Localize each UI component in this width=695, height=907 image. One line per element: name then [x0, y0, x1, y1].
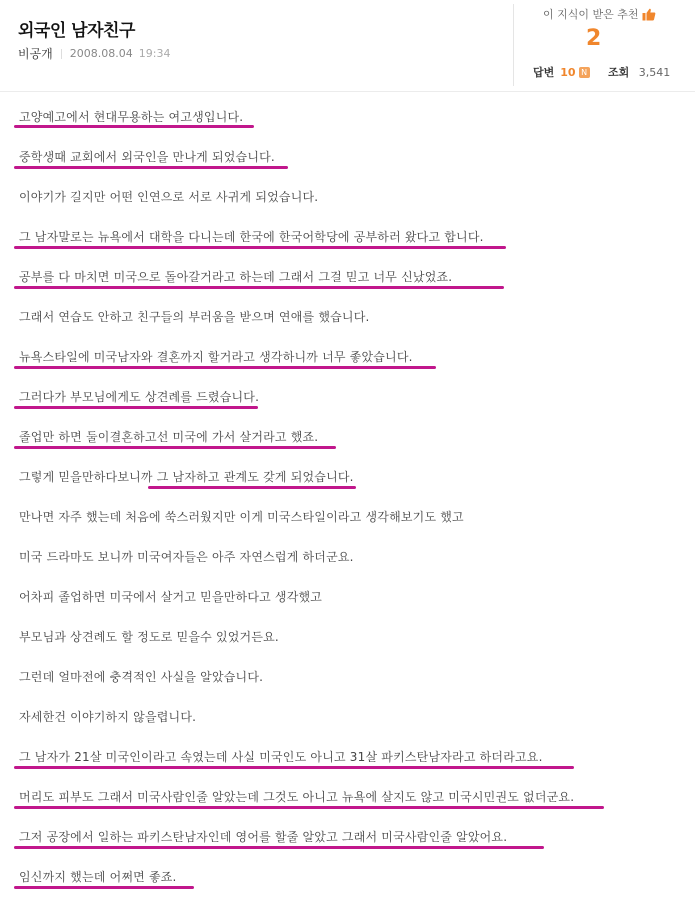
recommend-label: 이 지식이 받은 추천	[543, 8, 639, 21]
highlight-underline	[14, 446, 336, 449]
highlight-underline	[14, 166, 288, 169]
highlight-underline	[14, 766, 574, 769]
highlight-underline	[14, 125, 254, 128]
views-label: 조회	[608, 66, 630, 79]
highlight-underline	[14, 806, 604, 809]
body-paragraph: 뉴욕스타일에 미국남자와 결혼까지 할거라고 생각하니까 너무 좋았습니다.	[19, 350, 413, 364]
body-paragraph: 어차피 졸업하면 미국에서 살거고 믿을만하다고 생각했고	[19, 590, 323, 604]
post-date: 2008.08.04	[69, 47, 133, 60]
meta-divider	[61, 49, 62, 59]
thumbs-up-icon[interactable]	[642, 8, 656, 21]
body-paragraph: 그저 공장에서 일하는 파키스탄남자인데 영어를 할줄 알았고 그래서 미국사람인줄 알았어요.	[19, 830, 508, 844]
body-paragraph: 부모님과 상견례도 할 정도로 믿을수 있었거든요.	[19, 630, 279, 644]
recommend-label-row	[543, 6, 656, 22]
stats-divider	[513, 4, 514, 86]
body-paragraph: 이야기가 길지만 어떤 인연으로 서로 사귀게 되었습니다.	[19, 190, 319, 204]
body-paragraph: 공부를 다 마치면 미국으로 돌아갈거라고 하는데 그래서 그걸 믿고 너무 신났었죠.	[19, 270, 453, 284]
author-name: 비공개	[18, 47, 53, 61]
views-stat	[608, 64, 670, 80]
highlight-underline	[14, 246, 506, 249]
header-divider	[0, 91, 695, 92]
question-title: 외국인 남자친구	[18, 21, 135, 41]
body-paragraph: 중학생때 교회에서 외국인을 만나게 되었습니다.	[19, 150, 275, 164]
question-meta	[18, 45, 170, 62]
body-paragraph: 고양예고에서 현대무용하는 여고생입니다.	[19, 110, 244, 124]
views-count: 3,541	[638, 66, 671, 79]
highlight-underline	[14, 406, 258, 409]
body-paragraph: 그래서 연습도 안하고 친구들의 부러움을 받으며 연애를 했습니다.	[19, 310, 370, 324]
body-paragraph: 자세한건 이야기하지 않을렵니다.	[19, 710, 197, 724]
highlight-underline	[14, 886, 194, 889]
body-paragraph: 머리도 피부도 그래서 미국사람인줄 알았는데 그것도 아니고 뉴욕에 살지도 않고 미국시민권도 없더군요.	[19, 790, 575, 804]
answers-label: 답변	[533, 66, 555, 79]
body-paragraph: 만나면 자주 했는데 처음에 쑥스러웠지만 이게 미국스타일이라고 생각해보기도 했고	[19, 510, 464, 524]
body-paragraph: 그러다가 부모님에게도 상견례를 드렸습니다.	[19, 390, 260, 404]
highlight-underline	[14, 286, 504, 289]
highlight-underline	[14, 846, 544, 849]
body-paragraph: 그런데 얼마전에 충격적인 사실을 알았습니다.	[19, 670, 264, 684]
body-paragraph: 그렇게 믿을만하다보니까 그 남자하고 관계도 갖게 되었습니다.	[19, 470, 354, 484]
body-paragraph: 그 남자가 21살 미국인이라고 속였는데 사실 미국인도 아니고 31살 파키스탄남자라고 하더라고요.	[19, 750, 543, 764]
body-paragraph: 졸업만 하면 둘이결혼하고선 미국에 가서 살거라고 했죠.	[19, 430, 319, 444]
body-paragraph: 임신까지 했는데 어쩌면 좋죠.	[19, 870, 177, 884]
recommend-count: 2	[586, 26, 602, 51]
new-badge-icon: N	[579, 67, 590, 78]
post-time: 19:34	[138, 47, 171, 60]
highlight-underline	[14, 366, 436, 369]
body-paragraph: 그 남자말로는 뉴욕에서 대학을 다니는데 한국에 한국어학당에 공부하러 왔다고 합니다.	[19, 230, 484, 244]
highlight-underline	[148, 486, 356, 489]
answers-stat[interactable]	[533, 64, 590, 80]
body-paragraph: 미국 드라마도 보니까 미국여자들은 아주 자연스럽게 하더군요.	[19, 550, 354, 564]
question-header	[0, 0, 695, 92]
answers-count: 10	[560, 65, 576, 79]
